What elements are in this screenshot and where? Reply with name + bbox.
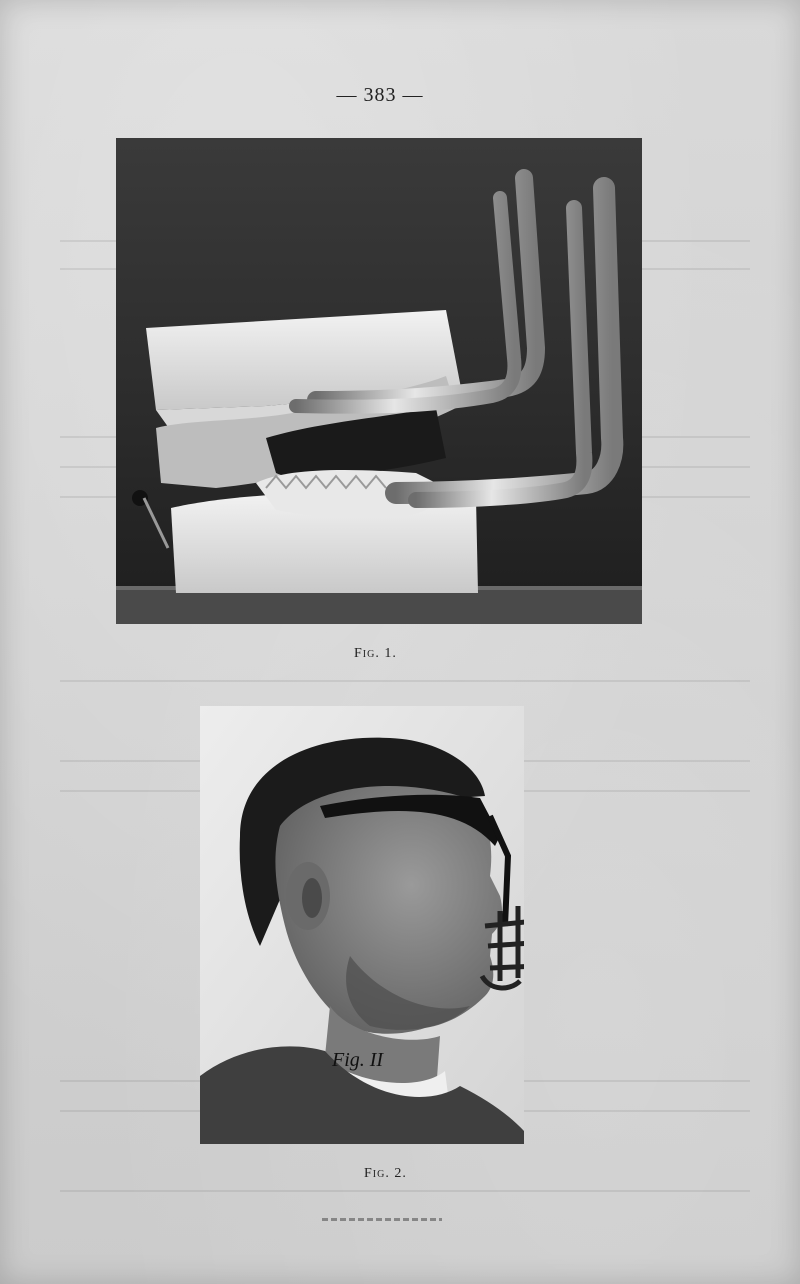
page-number: — 383 —	[336, 84, 424, 106]
figure-2-caption: Fig. 2.	[364, 1166, 407, 1181]
show-through-line	[60, 1190, 750, 1192]
figure-1-caption: Fig. 1.	[354, 646, 397, 661]
figure-1-photograph	[116, 138, 642, 624]
dental-cast-photo	[116, 138, 642, 624]
profile-portrait-photo	[200, 706, 524, 1144]
figure-2-photograph	[200, 706, 524, 1144]
footer-rule	[322, 1218, 442, 1221]
show-through-line	[60, 680, 750, 682]
handwritten-fig-label: Fig. II	[332, 1049, 384, 1071]
